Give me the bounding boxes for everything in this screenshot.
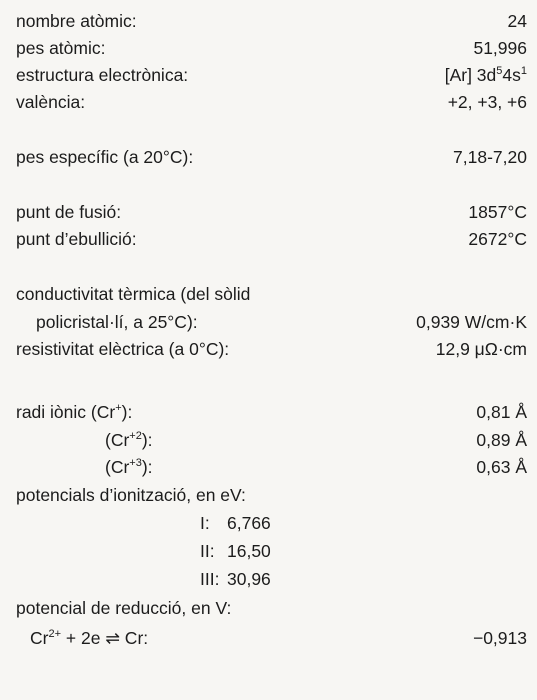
ionization-roman-3: III:	[200, 569, 220, 589]
ionic-radius-charge-2: +2	[129, 430, 142, 442]
electrical-resistivity-row	[0, 341, 537, 363]
atomic-weight-value: 51,996	[473, 38, 527, 58]
boiling-point-label: punt d’ebullició:	[16, 229, 137, 249]
ionization-value-2: 16,50	[227, 541, 271, 561]
ionization-potential-row-2	[0, 543, 537, 565]
ionization-potentials-label: potencials d’ionització, en eV:	[16, 485, 246, 505]
ionic-radius-row-1	[0, 404, 537, 426]
electron-structure-label: estructura electrònica:	[16, 65, 189, 85]
electron-config-sup-d: 5	[496, 65, 503, 77]
melting-point-label: punt de fusió:	[16, 202, 122, 222]
ionization-potential-1	[200, 515, 271, 533]
electrical-resistivity-value: 12,9 μΩ·cm	[435, 339, 527, 359]
valence-value: +2, +3, +6	[447, 92, 527, 112]
thermal-conductivity-label-line2: policristal·lí, a 25°C):	[36, 312, 198, 332]
valence-label: valència:	[16, 92, 86, 112]
specific-weight-row	[0, 149, 537, 171]
reduction-potential-label: potencial de reducció, en V:	[16, 598, 232, 618]
thermal-conductivity-row	[0, 314, 537, 336]
ionization-potential-3	[200, 571, 271, 589]
ionization-roman-2: II:	[200, 541, 215, 561]
electron-config-mid: 4s	[502, 65, 521, 85]
valence-row	[0, 94, 537, 116]
specific-weight-label: pes específic (a 20°C):	[16, 147, 194, 167]
ionic-radius-row-3	[0, 459, 537, 481]
boiling-point-value: 2672°C	[468, 229, 527, 249]
ionic-radius-ion-1: (Cr	[90, 402, 116, 422]
ionization-value-3: 30,96	[227, 569, 271, 589]
ionic-radius-ion-label-2	[105, 432, 153, 450]
ionic-radius-value-2: 0,89 Å	[476, 430, 527, 450]
ionic-radius-close-3: ):	[141, 457, 153, 477]
ionization-potentials-label-row	[0, 487, 537, 509]
ionization-value-1: 6,766	[227, 513, 271, 533]
ionic-radius-ion-3: (Cr	[105, 457, 130, 477]
ionic-radius-ion-label-3	[105, 459, 153, 477]
reduction-potential-label-row	[0, 600, 537, 622]
ionic-radius-close-1: ):	[121, 402, 133, 422]
ionization-roman-1: I:	[200, 513, 210, 533]
reduction-ion: Cr	[30, 628, 49, 648]
electron-config-sup-s: 1	[520, 65, 527, 77]
atomic-weight-label: pes atòmic:	[16, 38, 106, 58]
ionic-radius-charge-1: +	[115, 402, 122, 414]
electron-config-prefix: [Ar] 3d	[444, 65, 497, 85]
ionic-radius-ion-2: (Cr	[105, 430, 130, 450]
thermal-conductivity-label-line1: conductivitat tèrmica (del sòlid	[16, 284, 251, 304]
reduction-equation	[30, 630, 148, 648]
ionic-radius-value-3: 0,63 Å	[476, 457, 527, 477]
reduction-potential-row	[0, 630, 537, 652]
ionic-radius-label-text: radi iònic	[16, 402, 87, 422]
atomic-weight-row	[0, 40, 537, 62]
ionic-radius-value-1: 0,81 Å	[476, 402, 527, 422]
electron-structure-value	[445, 67, 527, 85]
ionic-radius-close-2: ):	[141, 430, 153, 450]
thermal-conductivity-label-row	[0, 286, 537, 308]
atomic-number-row	[0, 13, 537, 35]
thermal-conductivity-value: 0,939 W/cm·K	[416, 312, 527, 332]
melting-point-value: 1857°C	[468, 202, 527, 222]
ionic-radius-label	[16, 404, 132, 422]
specific-weight-value: 7,18-7,20	[453, 147, 527, 167]
electrical-resistivity-label: resistivitat elèctrica (a 0°C):	[16, 339, 230, 359]
ionization-potential-row-3	[0, 571, 537, 593]
ionic-radius-charge-3: +3	[129, 457, 142, 469]
boiling-point-row	[0, 231, 537, 253]
ionization-potential-2	[200, 543, 271, 561]
reduction-ion-charge: 2+	[48, 628, 62, 640]
ionic-radius-row-2	[0, 432, 537, 454]
atomic-number-value: 24	[507, 11, 527, 31]
atomic-number-label: nombre atòmic:	[16, 11, 137, 31]
reduction-potential-value: −0,913	[472, 628, 527, 648]
ionization-potential-row-1	[0, 515, 537, 537]
reduction-equation-rest: + 2e ⇌ Cr:	[61, 628, 149, 648]
melting-point-row	[0, 204, 537, 226]
electron-structure-row	[0, 67, 537, 89]
